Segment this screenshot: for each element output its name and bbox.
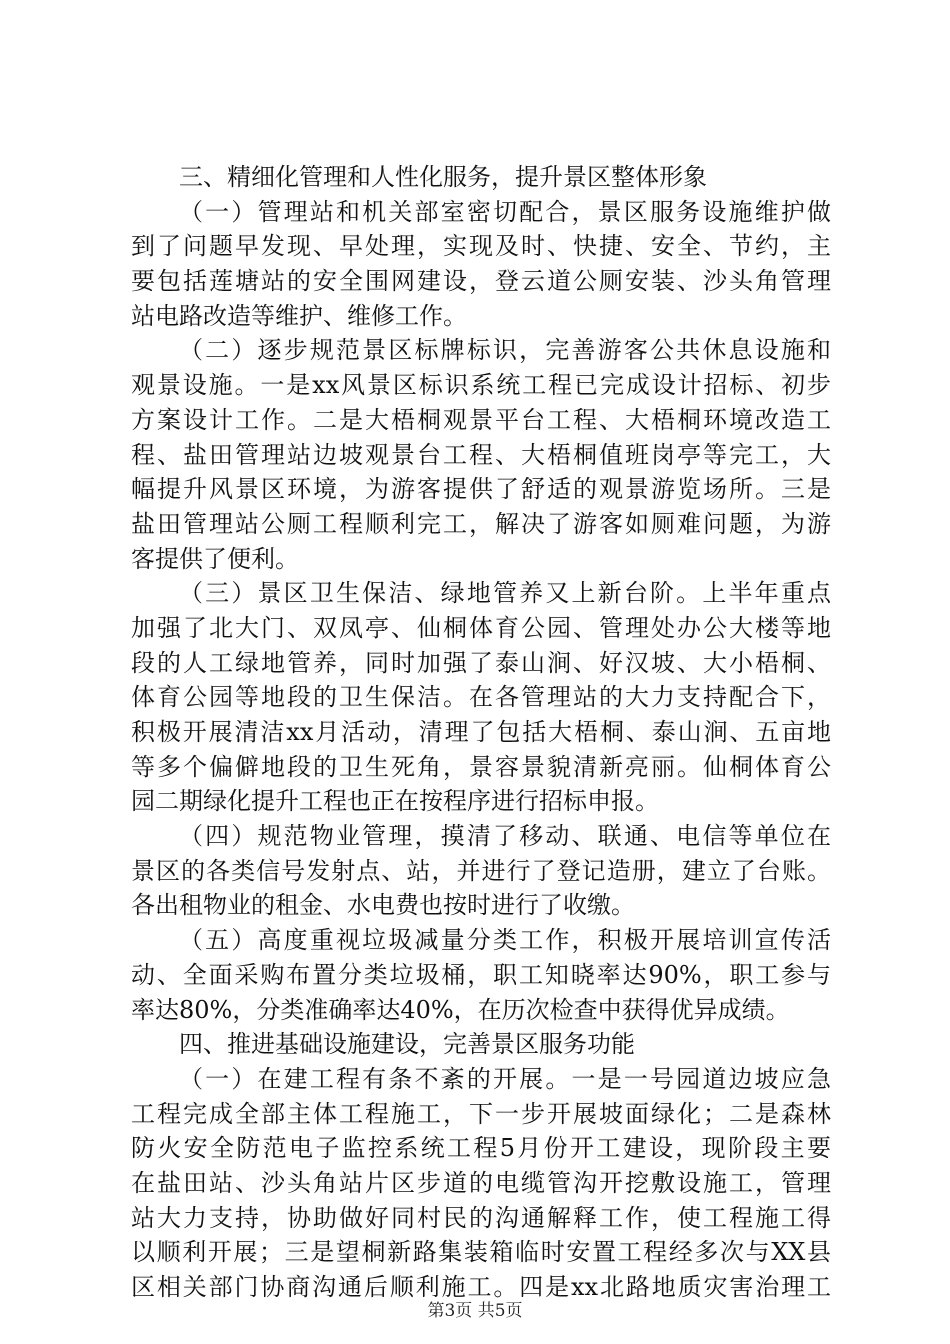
text-line: 以顺利开展；三是望桐新路集装箱临时安置工程经多次与XX县	[131, 1238, 831, 1267]
text-line: 积极开展清洁xx月活动，清理了包括大梧桐、泰山涧、五亩地	[131, 718, 831, 746]
text-line: 到了问题早发现、早处理，实现及时、快捷、安全、节约，主	[131, 232, 831, 261]
text-line: 各出租物业的租金、水电费也按时进行了收缴。	[131, 891, 635, 920]
text-line: 景区的各类信号发射点、站，并进行了登记造册，建立了台账。	[131, 856, 831, 885]
text-line: 站大力支持，协助做好同村民的沟通解释工作，使工程施工得	[131, 1203, 831, 1232]
text-line: 幅提升风景区环境，为游客提供了舒适的观景游览场所。三是	[131, 475, 831, 504]
text-line: 体育公园等地段的卫生保洁。在各管理站的大力支持配合下，	[131, 683, 831, 712]
text-line: 要包括莲塘站的安全围网建设，登云道公厕安装、沙头角管理	[131, 267, 831, 296]
text-line: 动、全面采购布置分类垃圾桶，职工知晓率达90%，职工参与	[131, 960, 831, 989]
text-line: 工程完成全部主体工程施工，下一步开展坡面绿化；二是森林	[131, 1099, 831, 1128]
text-line: （三）景区卫生保洁、绿地管养又上新台阶。上半年重点	[179, 579, 831, 608]
text-line: 加强了北大门、双凤亭、仙桐体育公园、管理处办公大楼等地	[131, 613, 831, 642]
text-line: （五）高度重视垃圾减量分类工作，积极开展培训宣传活	[179, 926, 831, 955]
text-line: 率达80%，分类准确率达40%，在历次检查中获得优异成绩。	[131, 995, 790, 1024]
text-line: 四、推进基础设施建设，完善景区服务功能	[179, 1030, 635, 1059]
text-line: （一）管理站和机关部室密切配合，景区服务设施维护做	[179, 197, 831, 226]
text-line: 区相关部门协商沟通后顺利施工。四是xx北路地质灾害治理工	[131, 1273, 831, 1301]
document-body	[131, 160, 831, 1305]
page-footer: 第3页 共5页	[427, 1301, 523, 1321]
text-line: 观景设施。一是xx风景区标识系统工程已完成设计招标、初步	[131, 371, 831, 400]
text-line: （一）在建工程有条不紊的开展。一是一号园道边坡应急	[179, 1064, 831, 1093]
text-line: 等多个偏僻地段的卫生死角，景容景貌清新亮丽。仙桐体育公	[131, 752, 831, 781]
text-line: 三、精细化管理和人性化服务，提升景区整体形象	[179, 163, 707, 191]
text-line: 防火安全防范电子监控系统工程5月份开工建设，现阶段主要	[131, 1134, 831, 1163]
text-line: （二）逐步规范景区标牌标识，完善游客公共休息设施和	[179, 336, 831, 365]
text-line: 在盐田站、沙头角站片区步道的电缆管沟开挖敷设施工，管理	[131, 1168, 831, 1197]
text-line: 程、盐田管理站边坡观景台工程、大梧桐值班岗亭等完工，大	[131, 440, 831, 469]
text-line: 方案设计工作。二是大梧桐观景平台工程、大梧桐环境改造工	[131, 405, 831, 434]
text-line: 盐田管理站公厕工程顺利完工，解决了游客如厕难问题，为游	[131, 509, 831, 538]
text-line: 客提供了便利。	[131, 544, 299, 573]
text-line: 段的人工绿地管养，同时加强了泰山涧、好汉坡、大小梧桐、	[131, 648, 831, 677]
text-line: （四）规范物业管理，摸清了移动、联通、电信等单位在	[179, 822, 831, 851]
text-line: 园二期绿化提升工程也正在按程序进行招标申报。	[131, 787, 659, 816]
text-line: 站电路改造等维护、维修工作。	[131, 301, 467, 330]
